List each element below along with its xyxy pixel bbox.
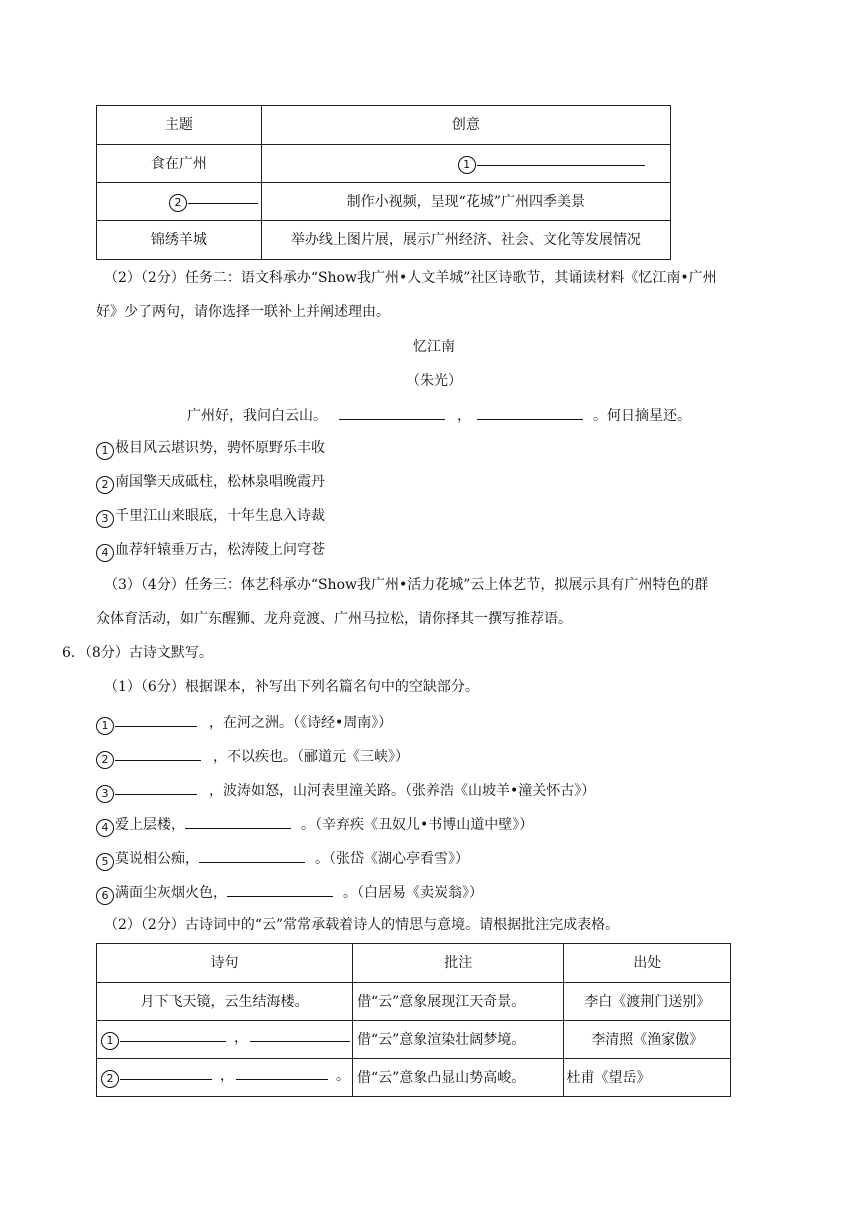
answer-blank[interactable] [188, 191, 258, 204]
task3-line2: 众体育活动，如广东醒狮、龙舟竞渡、广州马拉松，请你择其一撰写推荐语。 [96, 611, 572, 627]
circled-number: 2 [96, 751, 114, 769]
recite-item [96, 816, 533, 837]
verse-cell [97, 1021, 353, 1059]
source-cell: 李白《渡荆门送别》 [564, 983, 731, 1021]
poem-line [187, 407, 691, 423]
task2-line1: （2）（2分）任务二：语文科承办“Show我广州•人文羊城”社区诗歌节，其诵读材料《忆江南•广州 [104, 270, 717, 286]
q6-sub1: （1）（6分）根据课本，补写出下列名篇名句中的空缺部分。 [104, 679, 479, 695]
answer-blank[interactable] [227, 884, 333, 897]
answer-blank[interactable] [477, 153, 645, 166]
recite-item [96, 748, 409, 769]
theme-cell [97, 183, 262, 221]
answer-blank[interactable] [120, 1029, 226, 1042]
q6-sub2: （2）（2分）古诗词中的“云”常常承载着诗人的情思与意境。请根据批注完成表格。 [104, 917, 620, 933]
note-cell: 借“云”意象展现江天奇景。 [352, 983, 563, 1021]
idea-header: 创意 [261, 106, 670, 145]
note-cell: 借“云”意象凸显山势高峻。 [352, 1059, 563, 1097]
circled-number: 1 [96, 717, 114, 735]
theme-cell: 食在广州 [97, 145, 262, 183]
verse-cell: 月下飞天镜，云生结海楼。 [97, 983, 353, 1021]
cloud-table [96, 943, 731, 1097]
poem-end: 。何日摘星还。 [593, 408, 691, 424]
circled-number: 1 [101, 1032, 119, 1050]
recite-item [96, 714, 392, 735]
item-text: 满面尘灰烟火色， [115, 885, 227, 901]
sep-text: ， [220, 1068, 234, 1084]
circled-number: 2 [101, 1070, 119, 1088]
circled-number: 3 [96, 510, 114, 528]
theme-cell: 锦绣羊城 [97, 221, 262, 260]
answer-blank[interactable] [339, 407, 445, 420]
option-text: 血荐轩辕垂万古，松涛陵上问穹苍 [115, 542, 325, 558]
idea-cell: 制作小视频，呈现“花城”广州四季美景 [261, 183, 670, 221]
option-text: 南国擎天成砥柱，松林泉唱晚霞丹 [115, 474, 325, 490]
source-cell: 李清照《渔家傲》 [564, 1021, 731, 1059]
answer-blank[interactable] [250, 1029, 350, 1042]
answer-blank[interactable] [115, 782, 197, 795]
circled-number: 5 [96, 853, 114, 871]
note-cell: 借“云”意象渲染壮阔梦境。 [352, 1021, 563, 1059]
item-text: ，不以疾也。（郦道元《三峡》） [213, 749, 409, 765]
verse-header: 诗句 [97, 944, 353, 983]
option-text: 千里江山来眼底，十年生息入诗裁 [115, 508, 325, 524]
item-text: ，波涛如怒，山河表里潼关路。（张养浩《山坡羊•潼关怀古》） [209, 783, 596, 799]
circled-number: 4 [96, 819, 114, 837]
circled-number: 2 [169, 194, 187, 212]
idea-cell [261, 145, 670, 183]
source-header: 出处 [564, 944, 731, 983]
answer-blank[interactable] [115, 714, 197, 727]
idea-cell: 举办线上图片展，展示广州经济、社会、文化等发展情况 [261, 221, 670, 260]
option-text: 极目风云堪识势，骋怀原野乐丰收 [115, 440, 325, 456]
item-text: 。（辛弃疾《丑奴儿•书博山道中壁》） [301, 817, 534, 833]
source-cell: 杜甫《望岳》 [564, 1059, 731, 1097]
task3-line1: （3）（4分）任务三：体艺科承办“Show我广州•活力花城”云上体艺节，拟展示具有广州特色的群 [104, 577, 709, 593]
task2-line2: 好》少了两句，请你选择一联补上并阐述理由。 [96, 304, 390, 320]
item-text: 莫说相公痴， [115, 851, 199, 867]
circled-number: 2 [96, 476, 114, 494]
circled-number: 1 [96, 442, 114, 460]
option-item [96, 441, 325, 460]
circled-number: 1 [458, 156, 476, 174]
poem-comma: ， [457, 408, 471, 424]
theme-header: 主题 [97, 106, 262, 145]
answer-blank[interactable] [199, 850, 305, 863]
note-header: 批注 [352, 944, 563, 983]
verse-cell [97, 1059, 353, 1097]
option-item [96, 509, 325, 528]
item-text: 。（张岱《湖心亭看雪》） [315, 851, 469, 867]
answer-blank[interactable] [236, 1067, 328, 1080]
sep-text: ， [234, 1030, 248, 1046]
option-item [96, 475, 325, 494]
poem-title: 忆江南 [413, 339, 455, 355]
option-item [96, 543, 325, 562]
item-text: ，在河之洲。（《诗经•周南》） [209, 715, 393, 731]
recite-item [96, 782, 595, 803]
poem-start: 广州好，我问白云山。 [187, 408, 327, 424]
circled-number: 6 [96, 887, 114, 905]
recite-item [96, 884, 483, 905]
answer-blank[interactable] [120, 1067, 212, 1080]
end-text: 。 [336, 1068, 350, 1084]
circled-number: 3 [96, 785, 114, 803]
item-text: 。（白居易《卖炭翁》） [343, 885, 483, 901]
answer-blank[interactable] [185, 816, 291, 829]
recite-item [96, 850, 469, 871]
theme-table [96, 105, 671, 260]
q6-title: 6．（8分）古诗文默写。 [62, 645, 213, 661]
answer-blank[interactable] [477, 407, 583, 420]
item-text: 爱上层楼， [115, 817, 185, 833]
circled-number: 4 [96, 544, 114, 562]
answer-blank[interactable] [115, 748, 201, 761]
poem-author: （朱光） [406, 373, 462, 389]
